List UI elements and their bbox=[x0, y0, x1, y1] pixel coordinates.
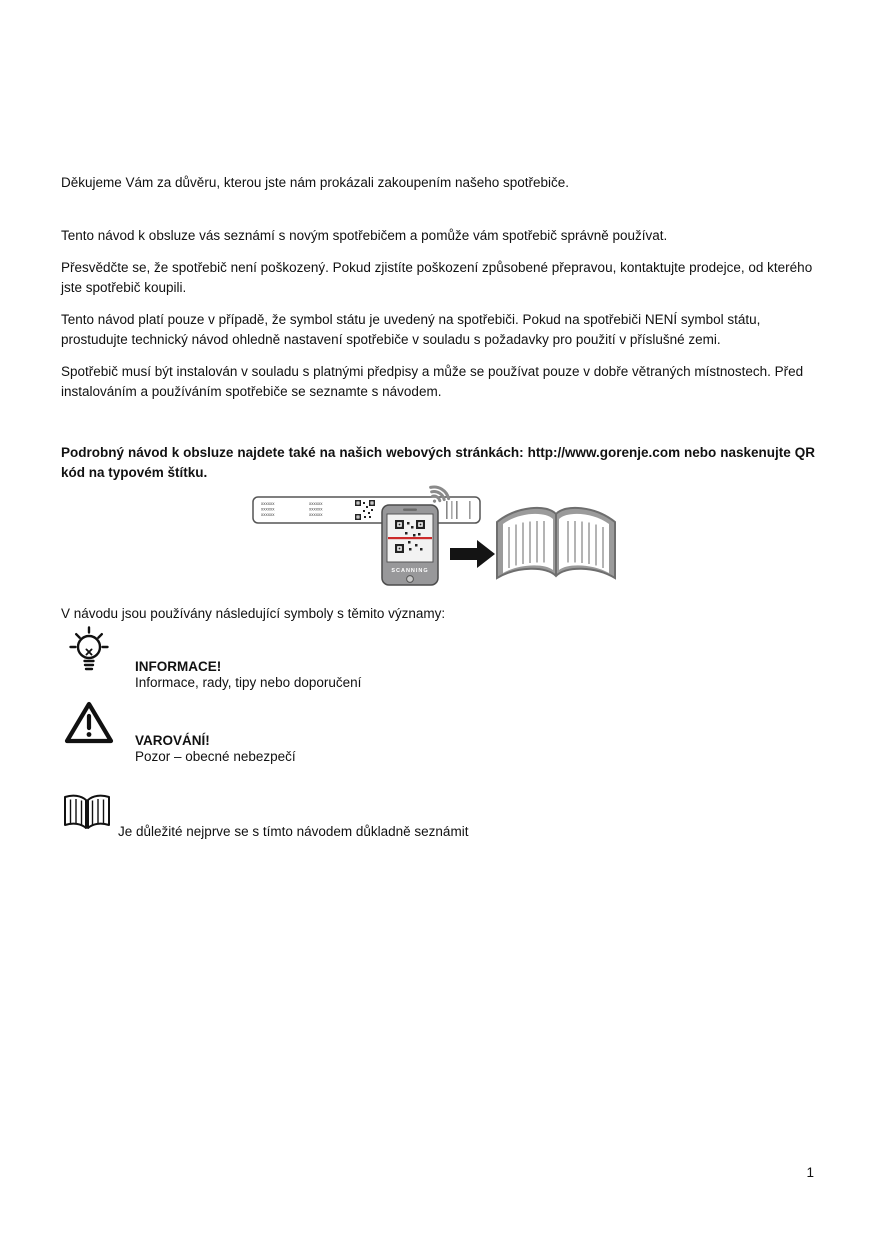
book-illustration bbox=[497, 508, 615, 578]
qr-scan-illustration bbox=[247, 478, 627, 593]
label-text-row: xxxxxx bbox=[261, 506, 275, 512]
arrow-right-icon bbox=[450, 540, 495, 568]
scanning-label: SCANNING bbox=[391, 568, 429, 574]
symbols-intro: V návodu jsou používány následující symboly s těmito významy: bbox=[61, 606, 446, 621]
label-text-row: xxxxxx bbox=[309, 506, 323, 512]
label-text-row: xxxxxx bbox=[309, 501, 323, 506]
rating-label bbox=[253, 497, 480, 523]
paragraph-country-symbol: Tento návod platí pouze v případě, že symbol státu je uvedený na spotřebiči. Pokud na spotřebiči NENÍ symbol státu, prostudujte technický návod ohledně nastavení spotřebiče v souladu s požadavky pro použití v příslušné zemi. bbox=[61, 312, 761, 347]
warning-symbol-text bbox=[135, 733, 296, 765]
paragraph-installation: Spotřebič musí být instalován v souladu s platnými předpisy a může se používat pouze v dobře větraných místnostech. Před instalováním a používáním spotřebiče se seznamte s návodem. bbox=[61, 364, 804, 399]
label-text-row: xxxxxx bbox=[261, 501, 275, 506]
label-text-row: xxxxxx bbox=[261, 512, 275, 517]
smartphone bbox=[382, 505, 438, 585]
warning-desc: Pozor – obecné nebezpečí bbox=[135, 749, 296, 764]
paragraph-website-note: Podrobný návod k obsluze najdete také na našich webových stránkách: http://www.gorenje.com nebo naskenujte QR kód na typovém štítku. bbox=[61, 445, 815, 480]
warning-title: VAROVÁNÍ! bbox=[135, 733, 210, 748]
info-symbol-text bbox=[135, 659, 361, 691]
page-number: 1 bbox=[806, 1165, 814, 1180]
warning-triangle-icon bbox=[63, 699, 115, 746]
paragraph-damage-check: Přesvědčte se, že spotřebič není poškozený. Pokud zjistíte poškození způsobené přepravou, kontaktujte prodejce, od kterého jste spotřebič koupili. bbox=[61, 260, 813, 295]
label-text-row: xxxxxx bbox=[309, 512, 323, 517]
open-book-icon bbox=[61, 792, 113, 834]
phone-home-button bbox=[407, 576, 414, 583]
info-title: INFORMACE! bbox=[135, 659, 222, 674]
scan-line bbox=[388, 537, 432, 539]
read-symbol-text bbox=[118, 824, 468, 840]
paragraph-thanks: Děkujeme Vám za důvěru, kterou jste nám prokázali zakoupením našeho spotřebiče. bbox=[61, 175, 570, 190]
qr-scan-illustration-svg bbox=[247, 478, 627, 593]
paragraph-intro: Tento návod k obsluze vás seznámí s novým spotřebičem a pomůže vám spotřebič správně používat. bbox=[61, 228, 668, 243]
lightbulb-icon bbox=[66, 626, 112, 680]
read-desc: Je důležité nejprve se s tímto návodem důkladně seznámit bbox=[118, 824, 469, 839]
info-desc: Informace, rady, tipy nebo doporučení bbox=[135, 675, 362, 690]
